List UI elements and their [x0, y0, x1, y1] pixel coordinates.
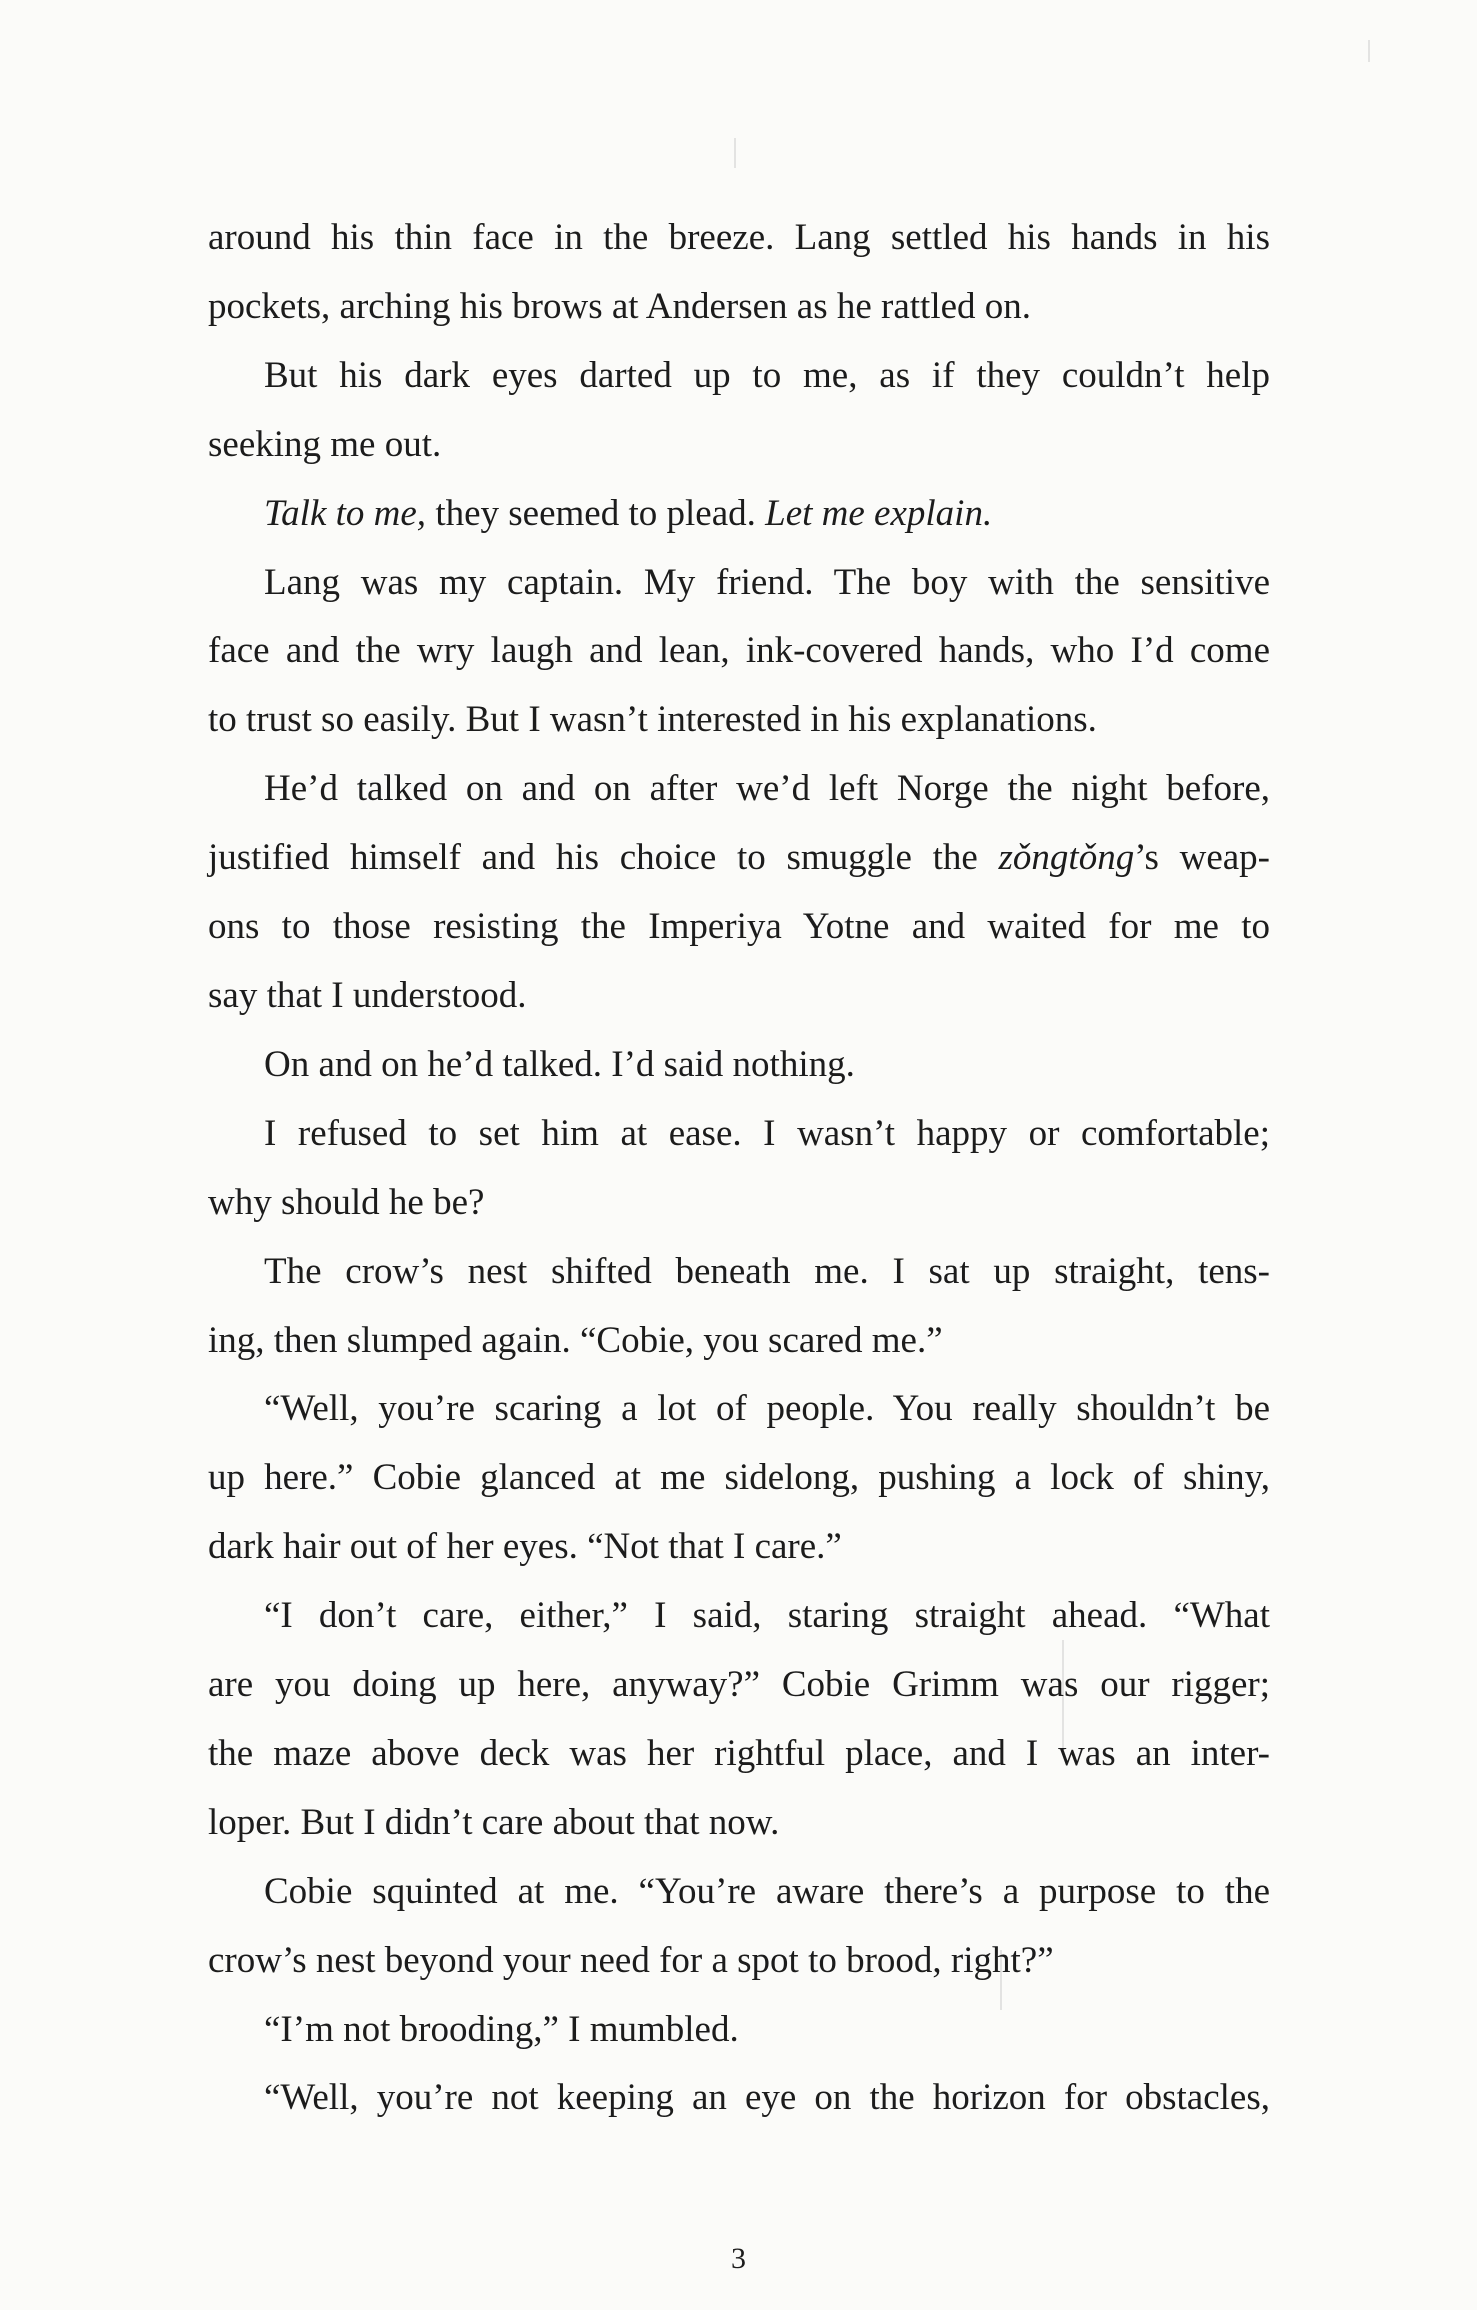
text-line — [208, 1238, 1270, 1307]
text-line — [208, 1582, 1270, 1651]
text-run: “Well, you’re scaring a lot of people. You really shouldn’t be — [264, 1388, 1270, 1430]
text-line — [208, 755, 1270, 824]
text-run: the maze above deck was her rightful place, and I was an inter- — [208, 1732, 1270, 1774]
paragraph — [208, 1100, 1270, 1238]
paragraph — [208, 1996, 1270, 2065]
page-number: 3 — [731, 2242, 746, 2275]
text-line — [208, 1720, 1270, 1789]
paragraph — [208, 1375, 1270, 1582]
paragraph — [208, 480, 1270, 549]
text-line — [208, 1996, 1270, 2065]
scan-mark — [1368, 40, 1370, 62]
text-line — [208, 1651, 1270, 1720]
text-line — [208, 549, 1270, 618]
body-text — [208, 204, 1270, 2133]
text-line — [208, 1927, 1270, 1996]
italic-text: Talk to me, — [264, 492, 427, 534]
text-line — [208, 1375, 1270, 1444]
text-run: He’d talked on and on after we’d left Norge the night before, — [264, 768, 1270, 810]
paragraph — [208, 2064, 1270, 2133]
text-run: Lang was my captain. My friend. The boy with the sensitive — [264, 561, 1270, 603]
text-line — [208, 342, 1270, 411]
paragraph — [208, 1858, 1270, 1996]
text-line — [208, 824, 1270, 893]
text-line — [208, 1789, 1270, 1858]
text-run: On and on he’d talked. I’d said nothing. — [264, 1043, 855, 1085]
text-line — [208, 273, 1270, 342]
text-run: “Well, you’re not keeping an eye on the horizon for obstacles, — [264, 2077, 1270, 2119]
text-line — [208, 1444, 1270, 1513]
text-run: The crow’s nest shifted beneath me. I sat up straight, tens- — [264, 1250, 1270, 1292]
text-line — [208, 480, 1270, 549]
text-line — [208, 962, 1270, 1031]
text-run: dark hair out of her eyes. “Not that I care.” — [208, 1526, 842, 1568]
text-run: ing, then slumped again. “Cobie, you scared me.” — [208, 1319, 943, 1361]
text-run: ons to those resisting the Imperiya Yotne and waited for me to — [208, 906, 1270, 948]
text-line — [208, 1513, 1270, 1582]
scan-mark — [734, 138, 736, 168]
text-run: Cobie squinted at me. “You’re aware there’s a purpose to the — [264, 1870, 1270, 1912]
text-run: “I don’t care, either,” I said, staring straight ahead. “What — [264, 1595, 1270, 1637]
italic-text: zǒngtǒng — [998, 837, 1135, 879]
text-run: face and the wry laugh and lean, ink-covered hands, who I’d come — [208, 630, 1270, 672]
text-line — [208, 1307, 1270, 1376]
paragraph — [208, 549, 1270, 756]
text-run: loper. But I didn’t care about that now. — [208, 1801, 780, 1843]
text-line — [208, 204, 1270, 273]
text-line — [208, 1100, 1270, 1169]
text-run: “I’m not brooding,” I mumbled. — [264, 2008, 739, 2050]
text-line — [208, 1031, 1270, 1100]
paragraph — [208, 1582, 1270, 1858]
text-run: up here.” Cobie glanced at me sidelong, pushing a lock of shiny, — [208, 1457, 1270, 1499]
text-run: crow’s nest beyond your need for a spot to brood, right?” — [208, 1939, 1054, 1981]
text-run: I refused to set him at ease. I wasn’t happy or comfortable; — [264, 1112, 1270, 1154]
text-run: say that I understood. — [208, 974, 527, 1016]
text-line — [208, 617, 1270, 686]
text-run: they seemed to plead. — [426, 492, 766, 534]
text-run: are you doing up here, anyway?” Cobie Grimm was our rigger; — [208, 1664, 1270, 1706]
paragraph — [208, 755, 1270, 1031]
text-run: ’s weap- — [1134, 837, 1270, 879]
text-run: around his thin face in the breeze. Lang settled his hands in his — [208, 217, 1270, 258]
text-line — [208, 1858, 1270, 1927]
text-line — [208, 411, 1270, 480]
text-run: seeking me out. — [208, 423, 442, 465]
text-run: to trust so easily. But I wasn’t interested in his explanations. — [208, 699, 1097, 741]
text-line — [208, 1169, 1270, 1238]
paragraph — [208, 1031, 1270, 1100]
italic-text: Let me explain. — [765, 492, 993, 534]
paragraph — [208, 342, 1270, 480]
paragraph — [208, 204, 1270, 342]
text-run: justified himself and his choice to smuggle the — [208, 837, 999, 879]
paragraph — [208, 1238, 1270, 1376]
text-run: why should he be? — [208, 1181, 485, 1223]
text-line — [208, 893, 1270, 962]
text-run: But his dark eyes darted up to me, as if they couldn’t help — [264, 354, 1270, 396]
text-line — [208, 686, 1270, 755]
text-run: pockets, arching his brows at Andersen as he rattled on. — [208, 285, 1032, 327]
text-line — [208, 2064, 1270, 2133]
